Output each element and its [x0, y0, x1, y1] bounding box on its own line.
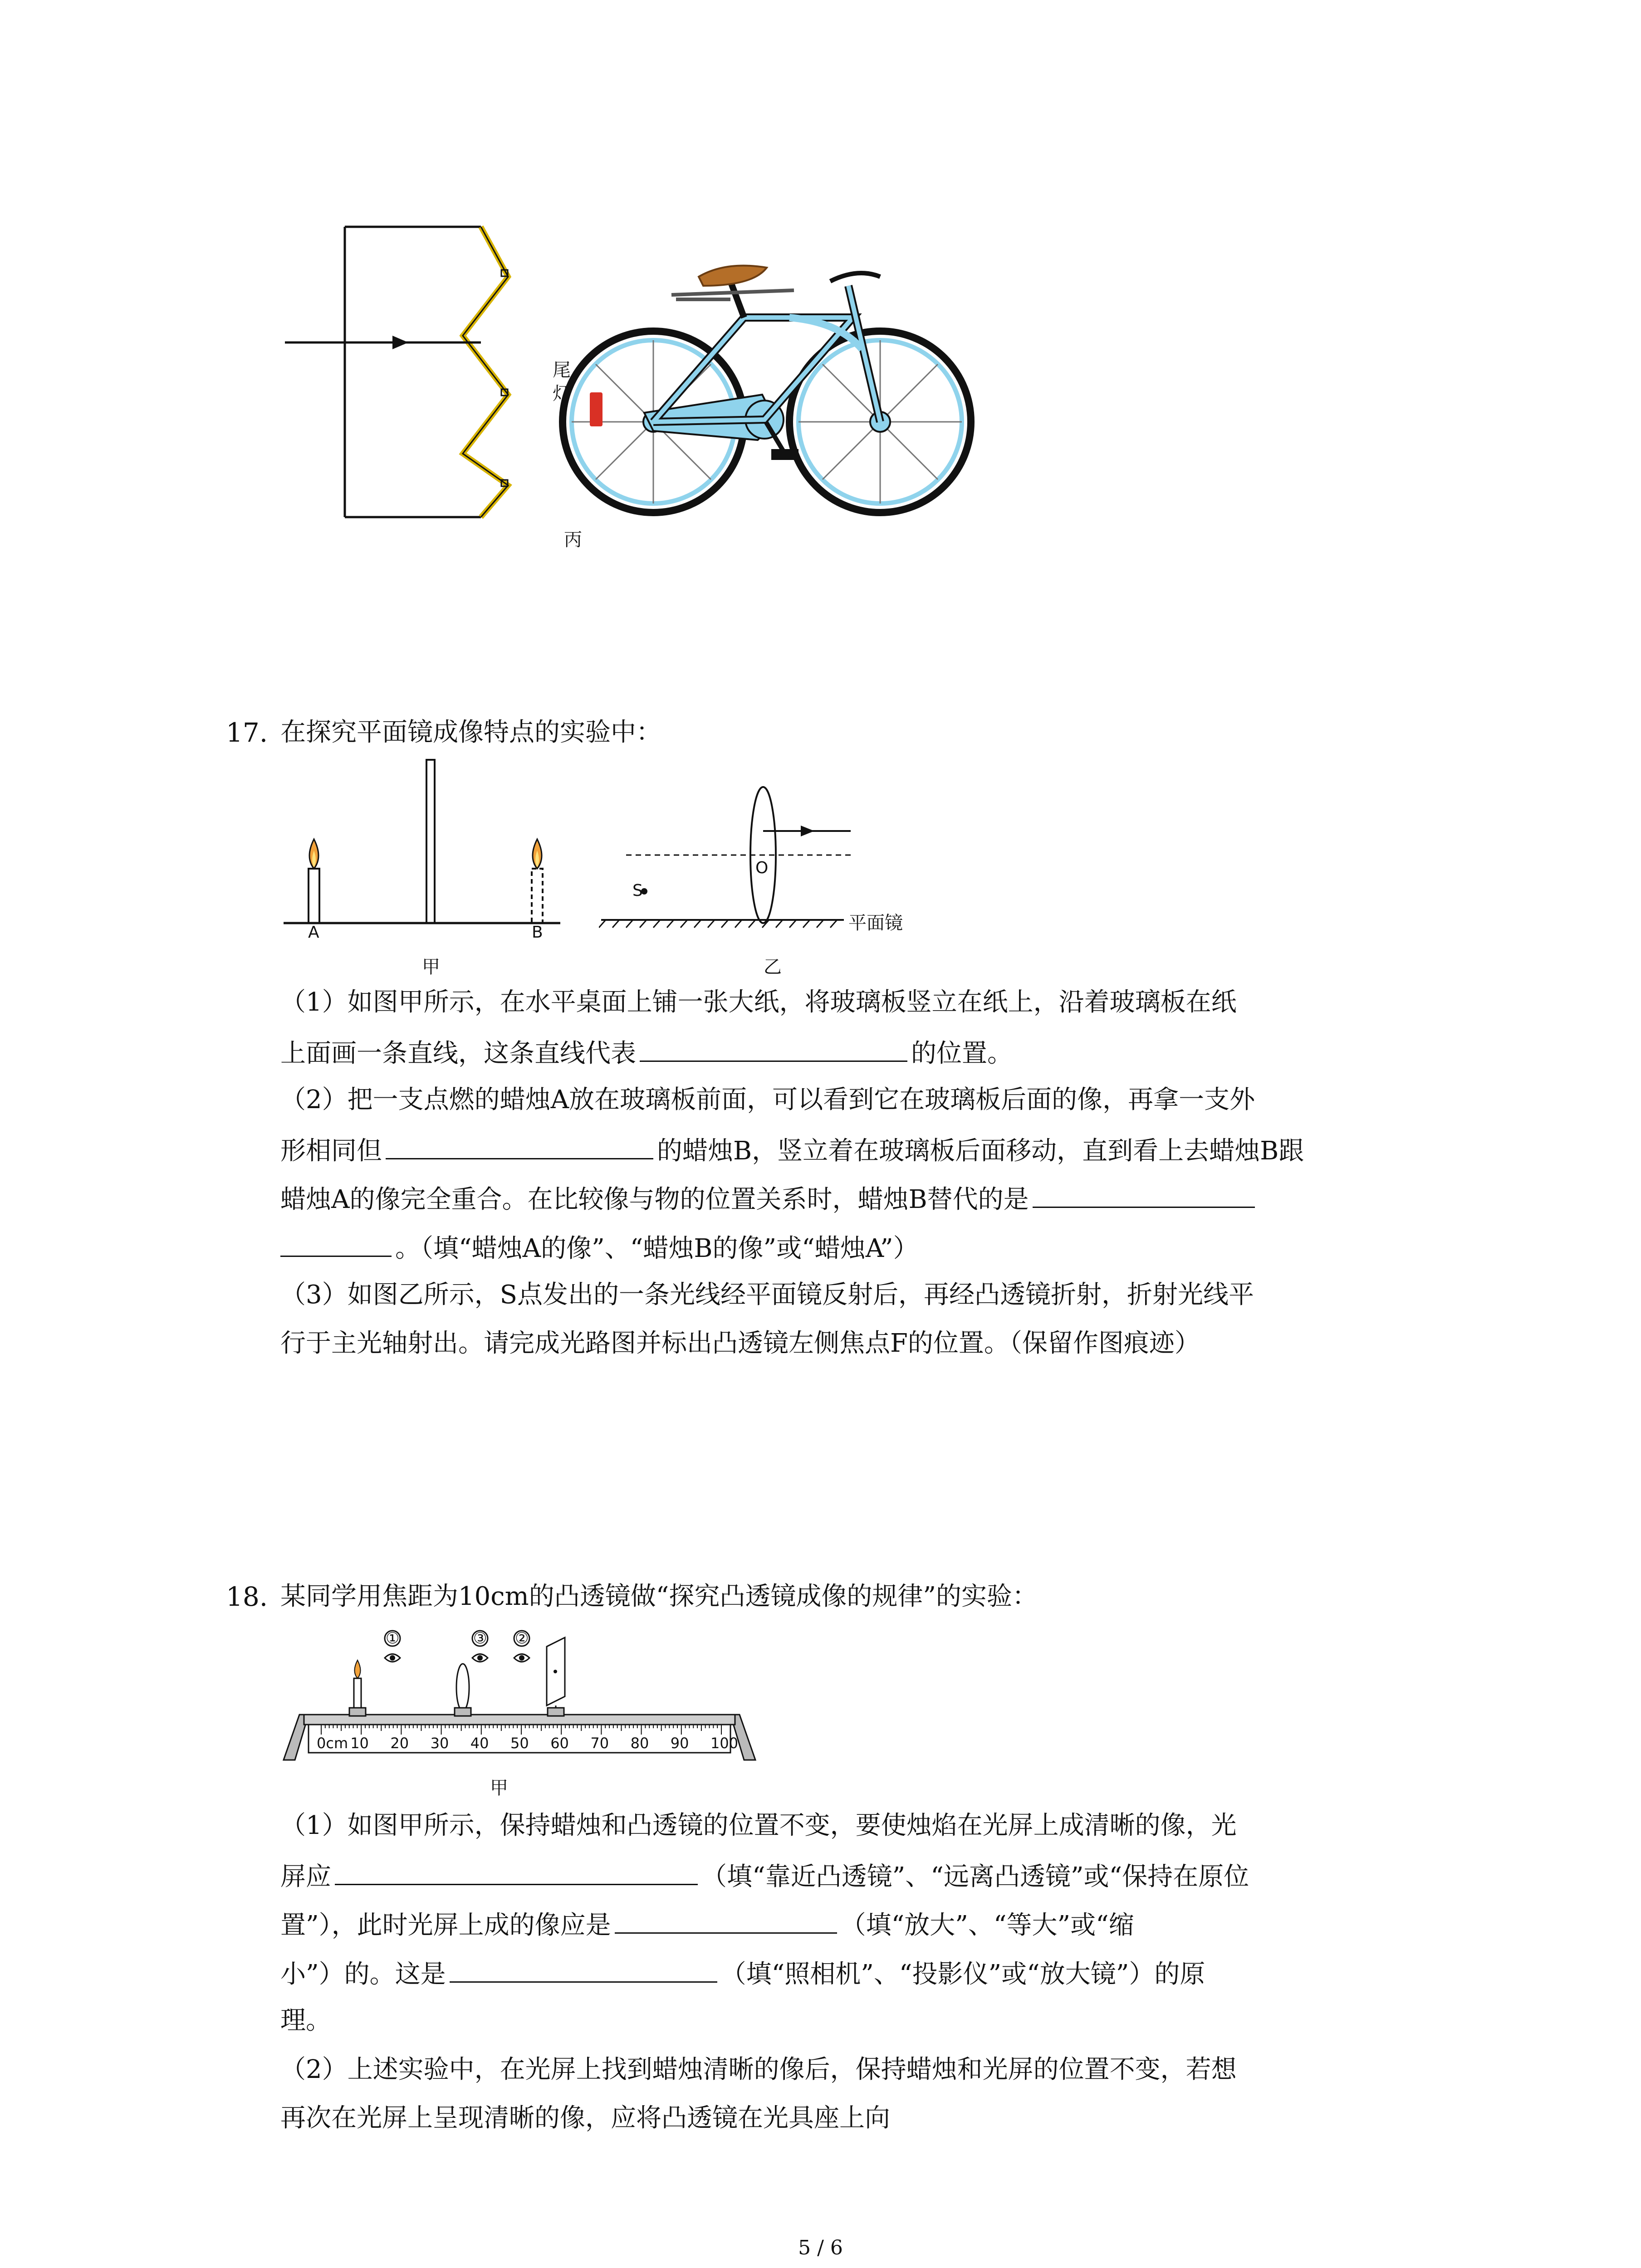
answer-blank[interactable]: [386, 1131, 653, 1159]
q17-part1-line1: （1）如图甲所示，在水平桌面上铺一张大纸，将玻璃板竖立在纸上，沿着玻璃板在纸: [280, 987, 1237, 1017]
q18-part1-line2: [280, 1857, 1249, 1895]
figure-mirror-lens: [599, 780, 880, 930]
glass-plate: [426, 760, 435, 923]
figure-caption-jia: 甲: [490, 1778, 508, 1799]
figure-reflector-bicycle: [272, 213, 980, 558]
label-s: S: [632, 881, 643, 900]
label-a: A: [308, 923, 319, 942]
ruler-tick-label: 90: [670, 1735, 689, 1752]
q18-part2-line2: 再次在光屏上呈现清晰的像，应将凸透镜在光具座上向: [280, 2103, 890, 2133]
q17-part1-line2: [280, 1033, 1013, 1072]
text-span: 小”）的。这是: [280, 1960, 446, 1989]
q17-part2-line1: （2）把一支点燃的蜡烛A放在玻璃板前面，可以看到它在玻璃板后面的像，再拿一支外: [280, 1085, 1255, 1114]
ruler-tick-label: 40: [470, 1735, 489, 1752]
candle-b: [532, 839, 543, 923]
question-number: 17.: [226, 717, 268, 748]
ruler-tick-label: 100: [710, 1735, 739, 1752]
label-o: O: [755, 859, 769, 877]
q18-part1-line1: （1）如图甲所示，保持蜡烛和凸透镜的位置不变，要使烛焰在光屏上成清晰的像，光: [280, 1811, 1237, 1840]
q18-part1-line4: [280, 1954, 1205, 1993]
q18-part2-line1: （2）上述实验中，在光屏上找到蜡烛清晰的像后，保持蜡烛和光屏的位置不变，若想: [280, 2055, 1237, 2084]
text-span: 置”），此时光屏上成的像应是: [280, 1911, 611, 1940]
eye-label-2: ②: [515, 1629, 529, 1647]
text-span: （填“放大”、“等大”或“缩: [840, 1911, 1134, 1940]
figure-caption-bing: 丙: [564, 529, 582, 550]
question-title: 在探究平面镜成像特点的实验中：: [280, 718, 661, 747]
q17-part2-line3: [280, 1179, 1259, 1218]
ruler-tick-label: 0cm: [317, 1735, 348, 1752]
q17-part2-line2: [280, 1131, 1304, 1169]
tail-light: [590, 392, 603, 426]
mirror-label: 平面镜: [848, 913, 903, 934]
text-span: 蜡烛A的像完全重合。在比较像与物的位置关系时，蜡烛B替代的是: [280, 1185, 1029, 1214]
text-span: 的位置。: [911, 1039, 1013, 1068]
figure-caption-yi: 乙: [764, 957, 782, 978]
tail-light-label: 尾 灯: [553, 360, 571, 404]
ruler-tick-label: 10: [350, 1735, 369, 1752]
candle: [349, 1660, 366, 1716]
q17-part3-line2: 行于主光轴射出。请完成光路图并标出凸透镜左侧焦点F的位置。（保留作图痕迹）: [280, 1329, 1200, 1358]
q17-part2-line4: [280, 1228, 919, 1267]
ruler-tick-label: 30: [430, 1735, 449, 1752]
eye-label-3: ③: [473, 1629, 487, 1647]
bicycle-illustration: [563, 266, 971, 513]
question-number: 18.: [226, 1581, 268, 1612]
answer-blank[interactable]: [450, 1954, 717, 1983]
answer-blank[interactable]: [640, 1033, 907, 1062]
candle-a: [309, 839, 319, 923]
q18-part1-line3: [280, 1905, 1134, 1944]
text-span: （填“靠近凸透镜”、“远离凸透镜”或“保持在原位: [701, 1862, 1249, 1892]
figure-candle-glass: [281, 753, 563, 984]
answer-blank[interactable]: [615, 1905, 837, 1934]
ruler-tick-label: 50: [510, 1735, 529, 1752]
convex-lens: [455, 1664, 471, 1716]
answer-blank[interactable]: [335, 1857, 698, 1885]
question-title: 某同学用焦距为10cm的凸透镜做“探究凸透镜成像的规律”的实验：: [280, 1582, 1038, 1611]
text-span: 上面画一条直线，这条直线代表: [280, 1039, 636, 1068]
q17-part3-line1: （3）如图乙所示，S点发出的一条光线经平面镜反射后，再经凸透镜折射，折射光线平: [280, 1280, 1254, 1310]
answer-blank[interactable]: [1033, 1179, 1255, 1208]
label-b: B: [532, 923, 543, 942]
ruler-tick-label: 60: [550, 1735, 569, 1752]
ruler-tick-label: 70: [590, 1735, 609, 1752]
reflector-diagram: [285, 227, 508, 517]
text-span: 的蜡烛B，竖立着在玻璃板后面移动，直到看上去蜡烛B跟: [657, 1136, 1304, 1166]
ruler-tick-label: 80: [630, 1735, 649, 1752]
text-span: 形相同但: [280, 1136, 382, 1166]
ruler-tick-label: 20: [390, 1735, 409, 1752]
text-span: 。（填“蜡烛A的像”、“蜡烛B的像”或“蜡烛A”）: [395, 1234, 919, 1263]
answer-blank-continued[interactable]: [280, 1228, 392, 1257]
eye-label-1: ①: [386, 1629, 400, 1647]
text-span: 屏应: [280, 1862, 331, 1892]
light-screen: [547, 1637, 565, 1716]
page-number: 5 / 6: [798, 2236, 843, 2259]
text-span: （填“照相机”、“投影仪”或“放大镜”）的原: [720, 1960, 1205, 1989]
figure-caption-jia: 甲: [422, 957, 440, 978]
q18-part1-line5: 理。: [280, 2006, 331, 2035]
